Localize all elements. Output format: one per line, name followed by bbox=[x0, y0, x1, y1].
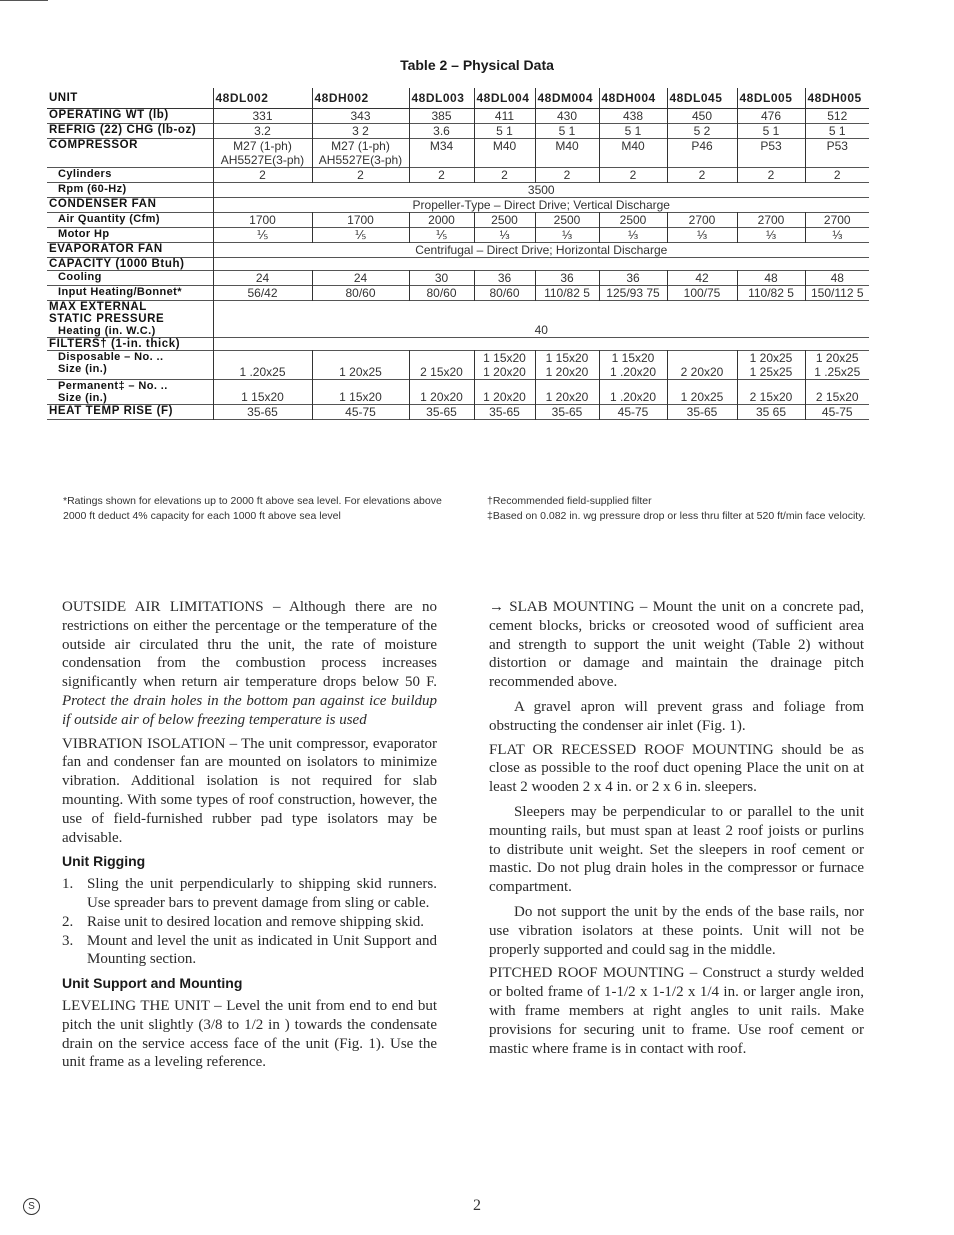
cell-permanent-filter: 1 20x25 bbox=[667, 380, 737, 405]
label-air-quantity: Air Quantity (Cfm) bbox=[58, 213, 160, 225]
cell-motor-hp: ⅕ bbox=[409, 228, 474, 243]
header-unit-label: UNIT bbox=[47, 88, 213, 109]
cell-input-heating: 125/93 75 bbox=[599, 286, 667, 301]
cell-air-quantity: 1700 bbox=[312, 213, 409, 228]
gravel-paragraph: A gravel apron will prevent grass and foliage from obstructing the condenser air inlet (Fig. 1). bbox=[489, 698, 864, 734]
manufacturer-logo: S bbox=[23, 1198, 40, 1215]
cell-compressor-model: M40 bbox=[474, 139, 535, 168]
cell-motor-hp: ⅕ bbox=[312, 228, 409, 243]
physical-data-table bbox=[47, 88, 869, 420]
label-cooling: Cooling bbox=[58, 271, 102, 283]
cell-input-heating: 100/75 bbox=[667, 286, 737, 301]
header-unit-model: 48DL005 bbox=[737, 88, 805, 109]
label-max-external: MAX EXTERNAL STATIC PRESSURE Heating (in. W.C.) bbox=[49, 301, 165, 337]
leveling-paragraph: LEVELING THE UNIT – Level the unit from end to end but pitch the unit slightly (3/8 to 1/2 in ) towards the condensate drain on the service access face of the unit (Fig. 1). Use the unit frame as a leveling reference. bbox=[62, 997, 437, 1071]
cell-filters-blank bbox=[213, 338, 869, 351]
rigging-step: 2. Raise unit to desired location and remove shipping skid. bbox=[62, 913, 425, 930]
label-filters: FILTERS† (1-in. thick) bbox=[49, 338, 181, 350]
cell-heat-temp-rise: 35-65 bbox=[474, 405, 535, 420]
flat-roof-paragraph: FLAT OR RECESSED ROOF MOUNTING should be as close as possible to the roof duct opening Place the unit on at least 2 wooden 2 x 4 in. or 2 x 6 in. sleepers. bbox=[489, 741, 864, 796]
label-refrigerant-charge: REFRIG (22) CHG (lb-oz) bbox=[49, 124, 197, 136]
cell-refrigerant-charge: 3.6 bbox=[409, 124, 474, 139]
cell-refrigerant-charge: 5 1 bbox=[599, 124, 667, 139]
sleepers-paragraph: Sleepers may be perpendicular to or parallel to the unit mounting rails, but must span at least 2 roof joists or purlins to distribute unit weight. Set the sleepers in roof cement or mastic. Do not plug drain holes in the compressor or furnace compartment. bbox=[489, 803, 864, 896]
slab-mounting-paragraph: → SLAB MOUNTING – Mount the unit on a concrete pad, cement blocks, bricks or creosoted wood of sufficient area and strength to support the unit weight (Table 2) without distortion or damage and maintain the drainage pitch recommended above. bbox=[489, 599, 864, 691]
cell-condenser-fan-type: Propeller-Type – Direct Drive; Vertical Discharge bbox=[213, 198, 869, 213]
cell-heat-temp-rise: 35-65 bbox=[213, 405, 312, 420]
cell-motor-hp: ⅓ bbox=[599, 228, 667, 243]
rigging-step: 1. Sling the unit perpendicularly to shipping skid runners. Use spreader bars to prevent damage from sling or cable. bbox=[62, 876, 437, 911]
cell-capacity-blank bbox=[213, 258, 869, 271]
cell-air-quantity: 2000 bbox=[409, 213, 474, 228]
cell-disposable-filter: 1 20x25 1 25x25 bbox=[737, 351, 805, 380]
label-condenser-fan: CONDENSER FAN bbox=[49, 198, 157, 210]
table-header-row bbox=[47, 88, 869, 109]
label-capacity: CAPACITY (1000 Btuh) bbox=[49, 258, 185, 270]
row-capacity bbox=[47, 258, 869, 271]
outside-air-text: OUTSIDE AIR LIMITATIONS – Although there are no restrictions on either the percentage or the temperature of the outside air circulated thru the unit, the rate of moisture condensation from the combustion process increases significantly when return air temperature drops below 50 F. bbox=[62, 599, 437, 691]
label-heat-temp-rise: HEAT TEMP RISE (F) bbox=[49, 405, 174, 417]
row-compressor bbox=[47, 139, 869, 168]
row-heat-temp-rise bbox=[47, 405, 869, 420]
table-title: Table 2 – Physical Data bbox=[400, 57, 554, 73]
cell-heat-temp-rise: 35-65 bbox=[409, 405, 474, 420]
cell-operating-weight: 450 bbox=[667, 109, 737, 124]
cell-heat-temp-rise: 45-75 bbox=[805, 405, 869, 420]
cell-permanent-filter: 1 15x20 bbox=[312, 380, 409, 405]
label-disposable: Disposable – No. .. Size (in.) bbox=[58, 351, 164, 375]
cell-input-heating: 110/82 5 bbox=[535, 286, 599, 301]
cell-refrigerant-charge: 3 2 bbox=[312, 124, 409, 139]
cell-cooling: 48 bbox=[737, 271, 805, 286]
cell-disposable-filter: 2 20x20 bbox=[667, 351, 737, 380]
label-input-heating: Input Heating/Bonnet* bbox=[58, 286, 182, 298]
label-operating-weight: OPERATING WT (lb) bbox=[49, 109, 169, 121]
cell-cylinders: 2 bbox=[409, 168, 474, 183]
cell-input-heating: 110/82 5 bbox=[737, 286, 805, 301]
cell-heat-temp-rise: 35-65 bbox=[535, 405, 599, 420]
cell-cylinders: 2 bbox=[213, 168, 312, 183]
cell-refrigerant-charge: 5 1 bbox=[535, 124, 599, 139]
cell-disposable-filter: 1 .20x25 bbox=[213, 351, 312, 380]
header-unit-model: 48DL045 bbox=[667, 88, 737, 109]
label-evaporator-fan: EVAPORATOR FAN bbox=[49, 243, 163, 255]
cell-air-quantity: 2700 bbox=[805, 213, 869, 228]
cell-operating-weight: 438 bbox=[599, 109, 667, 124]
cell-input-heating: 80/60 bbox=[474, 286, 535, 301]
row-disposable bbox=[47, 351, 869, 380]
cell-air-quantity: 2500 bbox=[474, 213, 535, 228]
cell-disposable-filter: 1 15x20 1 20x20 bbox=[535, 351, 599, 380]
row-condenser-fan bbox=[47, 198, 869, 213]
cell-cooling: 36 bbox=[474, 271, 535, 286]
cell-permanent-filter: 2 15x20 bbox=[737, 380, 805, 405]
cell-motor-hp: ⅓ bbox=[737, 228, 805, 243]
cell-disposable-filter: 1 20x25 1 .25x25 bbox=[805, 351, 869, 380]
cell-refrigerant-charge: 5 1 bbox=[805, 124, 869, 139]
cell-motor-hp: ⅕ bbox=[213, 228, 312, 243]
header-unit-model: 48DH002 bbox=[312, 88, 409, 109]
pitched-roof-paragraph: PITCHED ROOF MOUNTING – Construct a sturdy welded or bolted frame of 1-1/2 x 1-1/2 x 1/4 in. or larger angle iron, with frame members at right angles to unit rails. Make provisions for securing unit to frame. Use roof cement or mastic where frame is in contact with roof. bbox=[489, 965, 864, 1057]
cell-input-heating: 56/42 bbox=[213, 286, 312, 301]
cell-operating-weight: 476 bbox=[737, 109, 805, 124]
cell-operating-weight: 385 bbox=[409, 109, 474, 124]
row-refrigerant-charge bbox=[47, 124, 869, 139]
header-unit-model: 48DL004 bbox=[474, 88, 535, 109]
cell-cooling: 24 bbox=[213, 271, 312, 286]
cell-permanent-filter: 1 20x20 bbox=[409, 380, 474, 405]
cell-input-heating: 80/60 bbox=[312, 286, 409, 301]
label-cylinders: Cylinders bbox=[58, 168, 112, 180]
support-heading: Unit Support and Mounting bbox=[62, 975, 243, 992]
cell-cylinders: 2 bbox=[737, 168, 805, 183]
cell-air-quantity: 1700 bbox=[213, 213, 312, 228]
rigging-heading: Unit Rigging bbox=[62, 853, 146, 870]
cell-air-quantity: 2700 bbox=[667, 213, 737, 228]
row-permanent bbox=[47, 380, 869, 405]
cell-compressor-model: P53 bbox=[737, 139, 805, 168]
row-input-heating bbox=[47, 286, 869, 301]
cell-disposable-filter: 1 15x20 1 20x20 bbox=[474, 351, 535, 380]
row-motor-hp bbox=[47, 228, 869, 243]
label-motor-hp: Motor Hp bbox=[58, 228, 110, 240]
cell-heat-temp-rise: 45-75 bbox=[599, 405, 667, 420]
cell-operating-weight: 343 bbox=[312, 109, 409, 124]
right-column bbox=[489, 598, 864, 1063]
cell-cylinders: 2 bbox=[667, 168, 737, 183]
cell-compressor-model: M34 bbox=[409, 139, 474, 168]
cell-motor-hp: ⅓ bbox=[805, 228, 869, 243]
page-number: 2 bbox=[473, 1197, 481, 1214]
cell-cooling: 24 bbox=[312, 271, 409, 286]
cell-cylinders: 2 bbox=[599, 168, 667, 183]
row-cylinders bbox=[47, 168, 869, 183]
cell-input-heating: 150/112 5 bbox=[805, 286, 869, 301]
cell-air-quantity: 2700 bbox=[737, 213, 805, 228]
cell-motor-hp: ⅓ bbox=[667, 228, 737, 243]
label-permanent: Permanent‡ – No. .. Size (in.) bbox=[58, 380, 168, 404]
max-external-value: 40 bbox=[534, 323, 548, 337]
cell-disposable-filter: 2 15x20 bbox=[409, 351, 474, 380]
label-compressor: COMPRESSOR bbox=[49, 139, 139, 151]
outside-air-italic: Protect the drain holes in the bottom pan against ice buildup if outside air of below freezing temperature is used bbox=[62, 692, 437, 728]
footnotes-filters bbox=[487, 494, 877, 523]
cell-compressor-model: M27 (1-ph) AH5527E(3-ph) bbox=[213, 139, 312, 168]
cell-cooling: 42 bbox=[667, 271, 737, 286]
cell-cylinders: 2 bbox=[474, 168, 535, 183]
cell-cooling: 30 bbox=[409, 271, 474, 286]
cell-heat-temp-rise: 45-75 bbox=[312, 405, 409, 420]
vibration-paragraph: VIBRATION ISOLATION – The unit compressor, evaporator fan and condenser fan are mounted on isolators to minimize vibration. Additional isolation is not required for slab mounting. With some types of roof construction, however, the use of field-furnished rubber pad type isolators may be advisable. bbox=[62, 735, 437, 846]
cell-refrigerant-charge: 5 2 bbox=[667, 124, 737, 139]
cell-disposable-filter: 1 15x20 1 .20x20 bbox=[599, 351, 667, 380]
cell-compressor-model: M40 bbox=[599, 139, 667, 168]
cell-compressor-model: P53 bbox=[805, 139, 869, 168]
header-unit-model: 48DL003 bbox=[409, 88, 474, 109]
header-unit-model: 48DH004 bbox=[599, 88, 667, 109]
cell-operating-weight: 430 bbox=[535, 109, 599, 124]
footnote-pressure-drop: ‡Based on 0.082 in. wg pressure drop or less thru filter at 520 ft/min face velocity. bbox=[487, 509, 866, 522]
cell-permanent-filter: 1 20x20 bbox=[535, 380, 599, 405]
rigging-step: 3. Mount and level the unit as indicated in Unit Support and Mounting section. bbox=[62, 932, 437, 968]
cell-motor-hp: ⅓ bbox=[474, 228, 535, 243]
cell-compressor-model: M27 (1-ph) AH5527E(3-ph) bbox=[312, 139, 409, 168]
base-rails-paragraph: Do not support the unit by the ends of the base rails, nor use vibration isolators at these points. Unit will not be properly supported and could sag in the middle. bbox=[489, 903, 864, 958]
cell-air-quantity: 2500 bbox=[535, 213, 599, 228]
cell-compressor-model: P46 bbox=[667, 139, 737, 168]
cell-cylinders: 2 bbox=[535, 168, 599, 183]
cell-cooling: 36 bbox=[599, 271, 667, 286]
top-rule bbox=[0, 0, 48, 1]
label-rpm: Rpm (60-Hz) bbox=[58, 183, 127, 195]
cell-cylinders: 2 bbox=[312, 168, 409, 183]
cell-heat-temp-rise: 35 65 bbox=[737, 405, 805, 420]
footnote-ratings: *Ratings shown for elevations up to 2000 ft above sea level. For elevations above 2000 ft deduct 4% capacity for each 1000 ft above sea level bbox=[63, 495, 442, 522]
header-unit-model: 48DL002 bbox=[213, 88, 312, 109]
cell-permanent-filter: 1 20x20 bbox=[474, 380, 535, 405]
cell-operating-weight: 411 bbox=[474, 109, 535, 124]
header-unit-model: 48DH005 bbox=[805, 88, 869, 109]
footnote-recommended-filter: †Recommended field-supplied filter bbox=[487, 495, 652, 507]
header-unit-model: 48DM004 bbox=[535, 88, 599, 109]
cell-refrigerant-charge: 5 1 bbox=[474, 124, 535, 139]
outside-air-paragraph bbox=[62, 598, 437, 730]
cell-heat-temp-rise: 35-65 bbox=[667, 405, 737, 420]
cell-permanent-filter: 2 15x20 bbox=[805, 380, 869, 405]
row-air-quantity bbox=[47, 213, 869, 228]
cell-input-heating: 80/60 bbox=[409, 286, 474, 301]
row-operating-weight bbox=[47, 109, 869, 124]
cell-evaporator-fan-type: Centrifugal – Direct Drive; Horizontal Discharge bbox=[213, 243, 869, 258]
row-filters bbox=[47, 338, 869, 351]
cell-permanent-filter: 1 .20x20 bbox=[599, 380, 667, 405]
cell-refrigerant-charge: 5 1 bbox=[737, 124, 805, 139]
cell-air-quantity: 2500 bbox=[599, 213, 667, 228]
cell-motor-hp: ⅓ bbox=[535, 228, 599, 243]
row-rpm bbox=[47, 183, 869, 198]
cell-cylinders: 2 bbox=[805, 168, 869, 183]
cell-max-external bbox=[213, 301, 869, 338]
rigging-steps bbox=[62, 875, 437, 969]
cell-disposable-filter: 1 20x25 bbox=[312, 351, 409, 380]
cell-operating-weight: 512 bbox=[805, 109, 869, 124]
left-column bbox=[62, 598, 437, 1077]
cell-cooling: 48 bbox=[805, 271, 869, 286]
cell-refrigerant-charge: 3.2 bbox=[213, 124, 312, 139]
cell-cooling: 36 bbox=[535, 271, 599, 286]
cell-compressor-model: M40 bbox=[535, 139, 599, 168]
row-max-external bbox=[47, 301, 869, 338]
cell-rpm: 3500 bbox=[213, 183, 869, 198]
cell-permanent-filter: 1 15x20 bbox=[213, 380, 312, 405]
row-evaporator-fan bbox=[47, 243, 869, 258]
cell-operating-weight: 331 bbox=[213, 109, 312, 124]
row-cooling bbox=[47, 271, 869, 286]
